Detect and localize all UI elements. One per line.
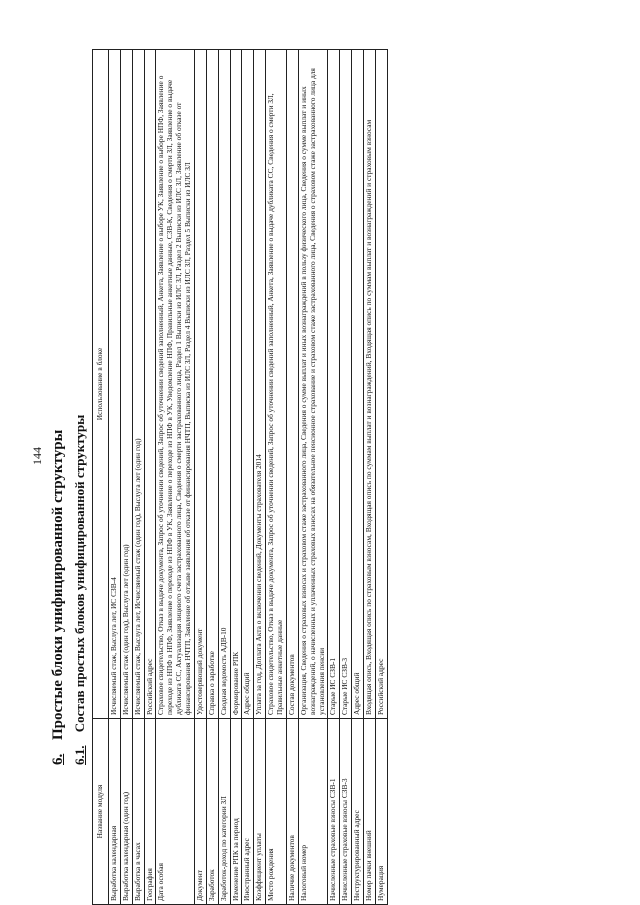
module-name-cell: Выработка календарная (один год) xyxy=(120,719,132,905)
table-row xyxy=(375,50,387,905)
usage-cell: Старые ИС СЗВ-1 xyxy=(328,50,340,719)
module-name-cell: Коэффициент уплаты xyxy=(254,719,266,905)
usage-cell: Исчисляемый стаж, Выслуга лет, ИС СЗВ-4 xyxy=(108,50,120,719)
table-row xyxy=(266,50,287,905)
usage-cell: Организация, Сведения о страховых взносах и страховом стаже застрахованного лица, Сведения о сумме выплат и иных вознаграждений в пользу физического лица, Сведения о сумме выплат и иных вознаграждений, о начисленных и уплаченных страховых взносах на обязательное пенсионное страхование и страховом стаже застрахованного лица, Сведения о страховом стаже застрахованного лица для установления пенсии xyxy=(298,50,328,719)
usage-cell: Уплата за год, Доплата Акта о включении сведений, Документы страхователя 2014 xyxy=(254,50,266,719)
module-name-cell: Начисленные страховые взносы СЗВ-3 xyxy=(340,719,352,905)
usage-cell: Российский адрес xyxy=(375,50,387,719)
module-name-cell: Налоговый номер xyxy=(298,719,328,905)
table-row xyxy=(120,50,132,905)
header-usage: Использование в блоке xyxy=(93,50,109,719)
module-name-cell: Начисленные страховые взносы СЗВ-1 xyxy=(328,719,340,905)
subsection-title: Состав простых блоков унифицированной структуры xyxy=(72,414,87,733)
usage-cell: Формирование РПК xyxy=(230,50,242,719)
table-row xyxy=(156,50,195,905)
module-name-cell: Документ xyxy=(194,719,206,905)
section-heading xyxy=(50,430,67,765)
module-name-cell: Выработка в часах xyxy=(132,719,144,905)
blocks-table xyxy=(92,49,388,905)
usage-cell: Страховое свидетельство, Отказ в выдаче документа, Запрос об уточнении сведений, Запрос об уточнении сведений заполненный, Анкета, Заявление о выдаче дубликата СС, Сведения о смерти ЗЛ, Правильные анкетные данные xyxy=(266,50,287,719)
table-row xyxy=(298,50,328,905)
table-row xyxy=(364,50,376,905)
usage-cell: Российский адрес xyxy=(144,50,156,719)
table-row xyxy=(194,50,206,905)
module-name-cell: Заработок xyxy=(206,719,218,905)
module-name-cell: Номер пачки внешний xyxy=(364,719,376,905)
module-name-cell: География xyxy=(144,719,156,905)
table-container xyxy=(92,50,388,905)
module-name-cell: Заработок-доход по категории ЗЛ xyxy=(218,719,230,905)
usage-cell: Адрес общий xyxy=(242,50,254,719)
table-row xyxy=(144,50,156,905)
module-name-cell: Неструктурированный адрес xyxy=(352,719,364,905)
page-number: 144 xyxy=(30,447,44,465)
section-number: 6. xyxy=(50,753,66,765)
table-row xyxy=(254,50,266,905)
subsection-heading xyxy=(72,415,88,765)
table-row xyxy=(352,50,364,905)
module-name-cell: Иностранный адрес xyxy=(242,719,254,905)
module-name-cell: Место рождения xyxy=(266,719,287,905)
table-row xyxy=(108,50,120,905)
module-name-cell: Выработка календарная xyxy=(108,719,120,905)
table-body xyxy=(108,50,387,905)
table-row xyxy=(206,50,218,905)
usage-cell: Входящая опись, Входящая опись по страховым взносам, Входящая опись по суммам выплат и вознаграждений, Входящая опись по суммам выплат и вознаграждений и страховым взносам xyxy=(364,50,376,719)
usage-cell: Старые ИС СЗВ-3 xyxy=(340,50,352,719)
table-row xyxy=(132,50,144,905)
table-row xyxy=(242,50,254,905)
module-name-cell: Нумерация xyxy=(375,719,387,905)
usage-cell: Исчисляемый стаж, Выслуга лет, Исчисляемый стаж (один год), Выслуга лет (один год) xyxy=(132,50,144,719)
usage-cell: Страховое свидетельство, Отказ в выдаче документа, Запрос об уточнении сведений, Запрос об уточнении сведений заполненный, Анкета, Заявление о выборе УК, Заявление о выборе НПФ, Заявление о переходе из НПФ в НПФ, Заявление о переходе из НПФ в УК, Заявление о переходе из НПФ в УК, Уведомление НПФ, Правильные анкетные данные, СЗВ-К, Сведения о смерти ЗЛ, Заявление о выдаче дубликата СС, Актуализация лицевого счета застрахованного лица, Сведения о смерти застрахованного лица, Раздел 1 Выписки из ИЛС ЗЛ, Раздел 2 Выписки из ИЛС ЗЛ, Заявление об отказе от финансирования НЧТП, Заявление об отзыве заявления об отказе от финансирования НЧТП, Выписка из ИЛС ЗЛ, Раздел 4 Выписки из ИЛС ЗЛ, Раздел 5 Выписки из ИЛС ЗЛ xyxy=(156,50,195,719)
table-row xyxy=(230,50,242,905)
usage-cell: Адрес общий xyxy=(352,50,364,719)
module-name-cell: Дата особая xyxy=(156,719,195,905)
module-name-cell: Наличие документов xyxy=(286,719,298,905)
module-name-cell: Изменение РПК за период xyxy=(230,719,242,905)
usage-cell: Исчисляемый стаж (один год), Выслуга лет (один год) xyxy=(120,50,132,719)
usage-cell: Удостоверяющий документ xyxy=(194,50,206,719)
usage-cell: Справка о заработке xyxy=(206,50,218,719)
table-row xyxy=(340,50,352,905)
usage-cell: Состав документов xyxy=(286,50,298,719)
table-row xyxy=(286,50,298,905)
table-row xyxy=(328,50,340,905)
section-title: Простые блоки унифицированной структуры xyxy=(50,429,66,740)
table-header-row xyxy=(93,50,109,905)
table-row xyxy=(218,50,230,905)
subsection-number: 6.1. xyxy=(72,745,87,765)
usage-cell: Сводная ведомость АДВ-10 xyxy=(218,50,230,719)
header-module-name: Название модуля xyxy=(93,719,109,905)
